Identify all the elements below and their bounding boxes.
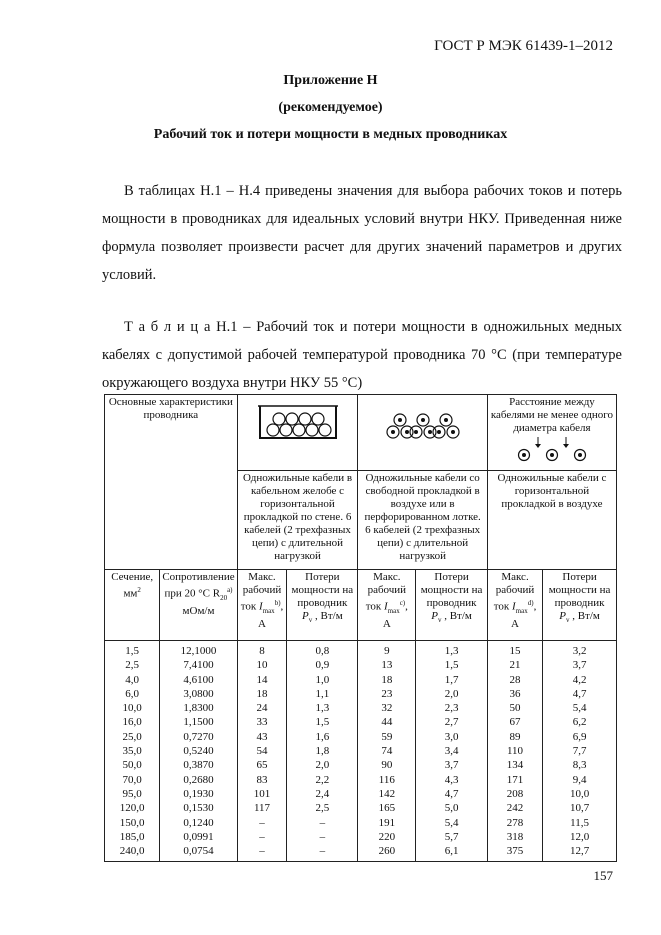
table-cell: 3,7 [543,658,617,672]
intro-text: В таблицах Н.1 – Н.4 приведены значения для выбора рабочих токов и потерь мощности в проводниках для идеальных условий внутри НКУ. Приведенная ниже формула позволяет произвести расчет для других значений параметров и других условий. [102,183,622,283]
table-cell: 0,1530 [160,801,237,815]
spacing-cell [487,395,616,471]
table-cell: 13 [358,658,416,672]
table-row [105,801,617,815]
col-imax-3: Макс. рабочий ток $I_{max}^{d)}$, А [487,570,542,641]
tray-diagram [237,395,358,471]
table-cell: 120,0 [105,801,160,815]
table-cell: 1,1500 [160,715,237,729]
table-cell: 208 [487,787,542,801]
table-row [105,758,617,772]
table-cell: 4,3 [416,773,488,787]
table-cell: 2,5 [287,801,358,815]
table-cell: 0,1930 [160,787,237,801]
table-cell: 28 [487,673,542,687]
table-cell: 6,0 [105,687,160,701]
table-cell: 14 [237,673,287,687]
col-ploss-3: Потери мощности на проводник $P_v$ , Вт/м [543,570,617,641]
cable-tray-icon [248,396,348,444]
table-cell: 10 [237,658,287,672]
table-cell: 10,7 [543,801,617,815]
table-cell: 67 [487,715,542,729]
table-cell: 116 [358,773,416,787]
table-cell: 11,5 [543,816,617,830]
table-cell: 171 [487,773,542,787]
table-cell: 220 [358,830,416,844]
table-cell: 7,4100 [160,658,237,672]
table-cell: 0,9 [287,658,358,672]
table-cell: 1,6 [287,730,358,744]
table-cell: 0,5240 [160,744,237,758]
table-cell: – [287,830,358,844]
table-cell: 0,0754 [160,844,237,862]
table-cell: 0,2680 [160,773,237,787]
table-cell: 89 [487,730,542,744]
table-cell: 2,5 [105,658,160,672]
table-cell: 375 [487,844,542,862]
table-cell: 6,9 [543,730,617,744]
table-cell: 1,7 [416,673,488,687]
table-cell: 6,2 [543,715,617,729]
table-cell: 21 [487,658,542,672]
table-cell: 95,0 [105,787,160,801]
table-cell: 70,0 [105,773,160,787]
table-cell: 2,0 [287,758,358,772]
table-cell: 44 [358,715,416,729]
table-cell: 4,6100 [160,673,237,687]
table-cell: 24 [237,701,287,715]
table-caption-text: Т а б л и ц а Н.1 – Рабочий ток и потери мощности в одножильных медных кабелях с допустимой рабочей температурой проводника 70 °С (при температуре окружающего воздуха внутри НКУ 55 °С) [102,319,622,391]
table-cell: 1,5 [416,658,488,672]
table-cell: 6,1 [416,844,488,862]
col-imax-2: Макс. рабочий ток $I_{max}^{c)}$, А [358,570,416,641]
col-ploss-1: Потери мощности на проводник $P_v$ , Вт/м [287,570,358,641]
table-row [105,787,617,801]
table-cell: 134 [487,758,542,772]
table-cell: 260 [358,844,416,862]
table-cell: 2,2 [287,773,358,787]
table-cell: 65 [237,758,287,772]
table-cell: 1,5 [105,641,160,659]
table-cell: 4,2 [543,673,617,687]
table-cell: 50 [487,701,542,715]
table-cell: 5,4 [416,816,488,830]
table-cell: 10,0 [105,701,160,715]
table-cell: 43 [237,730,287,744]
document-header: ГОСТ Р МЭК 61439-1–2012 [434,38,613,54]
table-cell: 2,3 [416,701,488,715]
table-cell: 9,4 [543,773,617,787]
page-number: 157 [593,868,613,883]
table-cell: 117 [237,801,287,815]
table-cell: 242 [487,801,542,815]
table-cell: 3,2 [543,641,617,659]
method-horizontal-air: Одножильные кабели с горизонтальной прокладкой в воздухе [487,471,616,570]
table-cell: 0,7270 [160,730,237,744]
table-cell: 1,8 [287,744,358,758]
table-row [105,715,617,729]
table-cell: 1,8300 [160,701,237,715]
table-cell: 0,3870 [160,758,237,772]
col-ploss-2: Потери мощности на проводник $P_v$ , Вт/м [416,570,488,641]
table-row [105,773,617,787]
table-cell: 7,7 [543,744,617,758]
spaced-cables-icon [502,435,602,465]
table-cell: 33 [237,715,287,729]
method-free-air: Одножильные кабели со свободной прокладкой в воздухе или в перфорированном лотке. 6 кабелей (2 трехфазных цепи) с длительной нагрузкой [358,471,488,570]
table-cell: 278 [487,816,542,830]
table-row [105,673,617,687]
table-cell: 54 [237,744,287,758]
table-cell: 3,0800 [160,687,237,701]
current-loss-table [104,394,617,862]
intro-paragraph [102,177,622,289]
free-air-diagram [358,395,488,471]
table-cell: 4,7 [543,687,617,701]
table-cell: 4,0 [105,673,160,687]
table-cell: 8 [237,641,287,659]
appendix-title: Приложение Н [283,73,378,88]
table-cell: 2,7 [416,715,488,729]
table-row [105,830,617,844]
table-cell: – [237,830,287,844]
table-cell: 0,8 [287,641,358,659]
table-cell: 3,0 [416,730,488,744]
table-cell: 101 [237,787,287,801]
table-cell: 12,0 [543,830,617,844]
table-cell: 191 [358,816,416,830]
table-cell: 240,0 [105,844,160,862]
table-cell: 59 [358,730,416,744]
trefoil-cables-icon [378,396,468,444]
table-cell: – [287,816,358,830]
table-cell: 5,0 [416,801,488,815]
table-cell: 12,1000 [160,641,237,659]
table-cell: 1,3 [416,641,488,659]
table-cell: 36 [487,687,542,701]
table-cell: 1,1 [287,687,358,701]
table-cell: 74 [358,744,416,758]
table-cell: 3,7 [416,758,488,772]
table-cell: 0,1240 [160,816,237,830]
table-cell: 9 [358,641,416,659]
table-cell: – [287,844,358,862]
table-caption [102,313,622,397]
table-cell: 4,7 [416,787,488,801]
table-cell: 10,0 [543,787,617,801]
table-cell: 142 [358,787,416,801]
table-cell: 2,0 [416,687,488,701]
table-row [105,641,617,659]
method-tray: Одножильные кабели в кабельном желобе с горизонтальной прокладкой по стене. 6 кабелей (2 трехфазных цепи) с длительной нагрузкой [237,471,358,570]
table-cell: 8,3 [543,758,617,772]
col-resistance: Сопротивление при 20 °С $R_{20}^{a)}$ мОм/м [160,570,237,641]
table-cell: 1,3 [287,701,358,715]
table-cell: 110 [487,744,542,758]
appendix-subject: Рабочий ток и потери мощности в медных проводниках [153,127,508,142]
table-cell: 150,0 [105,816,160,830]
table-cell: 15 [487,641,542,659]
appendix-type: (рекомендуемое) [278,100,383,115]
table-cell: 16,0 [105,715,160,729]
hdr-spacing: Расстояние между кабелями не менее одного диаметра кабеля [490,396,614,434]
table-cell: 25,0 [105,730,160,744]
table-cell: – [237,844,287,862]
table-cell: 32 [358,701,416,715]
table-cell: – [237,816,287,830]
table-cell: 1,5 [287,715,358,729]
table-cell: 2,4 [287,787,358,801]
table-row [105,816,617,830]
table-cell: 12,7 [543,844,617,862]
table-cell: 185,0 [105,830,160,844]
table-row [105,844,617,862]
table-cell: 18 [358,673,416,687]
col-section: Сечение, $мм^2$ [105,570,160,641]
table-cell: 3,4 [416,744,488,758]
table-cell: 5,7 [416,830,488,844]
col-imax-1: Макс. рабочий ток $I_{max}^{b)}$, А [237,570,287,641]
table-cell: 83 [237,773,287,787]
table-cell: 50,0 [105,758,160,772]
table-cell: 5,4 [543,701,617,715]
table-cell: 18 [237,687,287,701]
table-cell: 35,0 [105,744,160,758]
table-cell: 90 [358,758,416,772]
table-row [105,701,617,715]
table-row [105,744,617,758]
table-cell: 1,0 [287,673,358,687]
table-row [105,687,617,701]
table-cell: 23 [358,687,416,701]
table-cell: 318 [487,830,542,844]
table-cell: 165 [358,801,416,815]
table-row [105,658,617,672]
hdr-conductor: Основные характеристики проводника [105,395,238,570]
table-row [105,730,617,744]
table-body [105,641,617,862]
table-cell: 0,0991 [160,830,237,844]
